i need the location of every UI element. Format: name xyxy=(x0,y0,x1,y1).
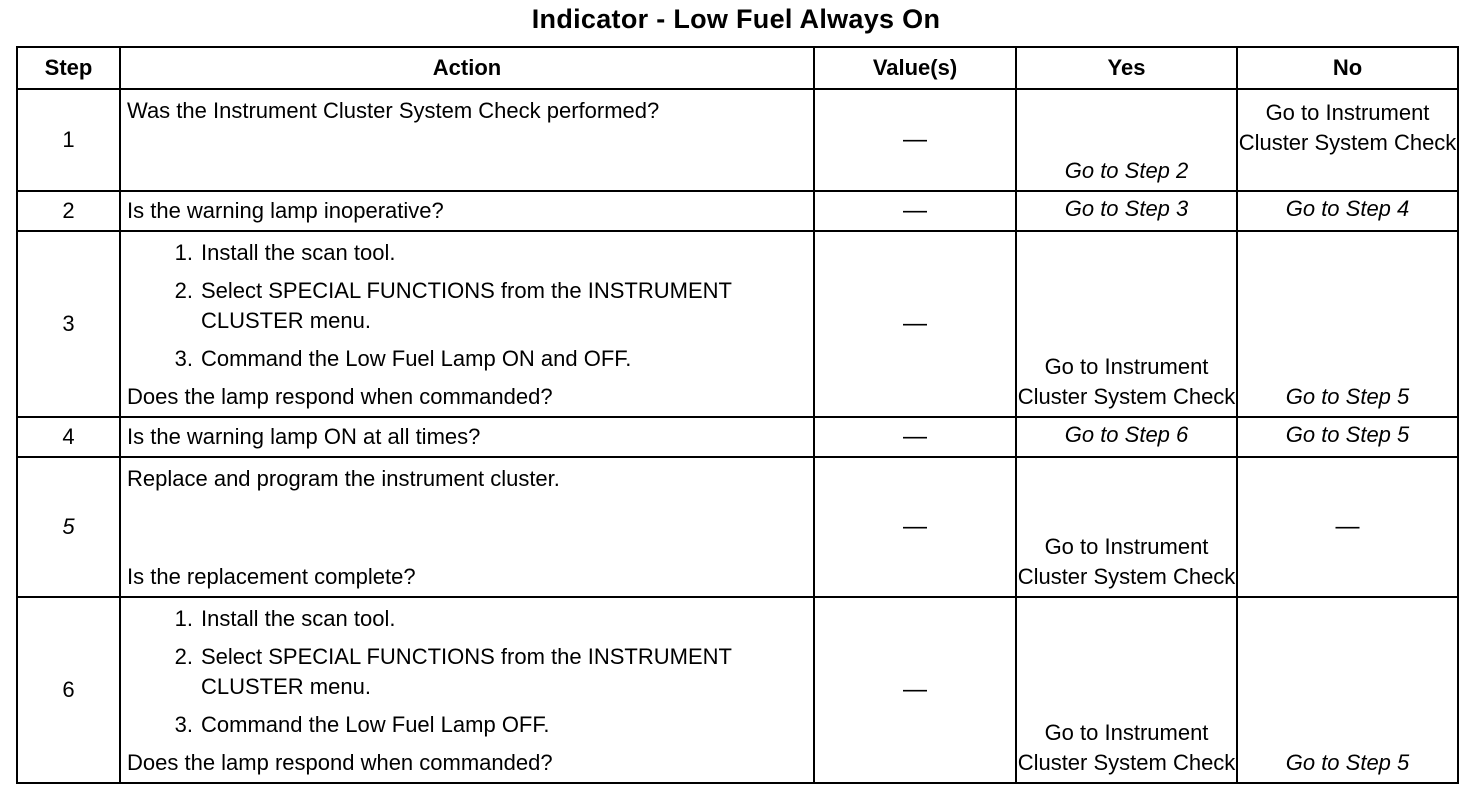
table-row xyxy=(17,457,1458,597)
value-cell: — xyxy=(814,597,1016,783)
value-cell: — xyxy=(814,191,1016,231)
action-instruction: Replace and program the instrument cluster. xyxy=(127,466,560,491)
value-cell: — xyxy=(814,457,1016,597)
substep-list xyxy=(127,604,809,740)
table-header-row xyxy=(17,47,1458,89)
yes-cell: Go to Step 3 xyxy=(1016,191,1237,231)
header-step: Step xyxy=(17,47,120,89)
header-values: Value(s) xyxy=(814,47,1016,89)
yes-cell: Go to Instrument Cluster System Check xyxy=(1016,231,1237,417)
table-row xyxy=(17,231,1458,417)
no-cell: — xyxy=(1237,457,1458,597)
action-question: Is the replacement complete? xyxy=(127,564,416,589)
table-row xyxy=(17,191,1458,231)
no-cell: Go to Step 5 xyxy=(1237,417,1458,457)
action-question: Is the warning lamp inoperative? xyxy=(127,198,444,223)
no-text: Go to Instrument Cluster System Check xyxy=(1238,100,1457,155)
list-item: 3. Command the Low Fuel Lamp OFF. xyxy=(174,712,550,737)
no-cell: Go to Step 4 xyxy=(1237,191,1458,231)
diagnostic-table xyxy=(16,46,1459,784)
step-number: 1 xyxy=(17,89,120,191)
action-cell xyxy=(120,89,814,191)
step-number: 6 xyxy=(17,597,120,783)
list-item: 2. Select SPECIAL FUNCTIONS from the INSTRUMENT CLUSTER menu. xyxy=(174,644,732,699)
action-cell xyxy=(120,597,814,783)
header-action: Action xyxy=(120,47,814,89)
list-item: 1. Install the scan tool. xyxy=(174,240,396,265)
header-yes: Yes xyxy=(1016,47,1237,89)
value-cell: — xyxy=(814,231,1016,417)
action-cell xyxy=(120,231,814,417)
value-cell: — xyxy=(814,417,1016,457)
action-question: Is the warning lamp ON at all times? xyxy=(127,424,481,449)
yes-cell: Go to Step 6 xyxy=(1016,417,1237,457)
yes-cell: Go to Step 2 xyxy=(1016,89,1237,191)
table-row xyxy=(17,89,1458,191)
action-question: Was the Instrument Cluster System Check performed? xyxy=(127,98,660,123)
spacer xyxy=(127,494,809,562)
value-cell: — xyxy=(814,89,1016,191)
list-item: 2. Select SPECIAL FUNCTIONS from the INSTRUMENT CLUSTER menu. xyxy=(174,278,732,333)
yes-cell: Go to Instrument Cluster System Check xyxy=(1016,597,1237,783)
substep-list xyxy=(127,238,809,374)
page-title: Indicator - Low Fuel Always On xyxy=(531,4,941,34)
step-number: 5 xyxy=(17,457,120,597)
table-row xyxy=(17,597,1458,783)
no-cell xyxy=(1237,89,1458,191)
action-question: Does the lamp respond when commanded? xyxy=(127,384,553,409)
action-cell xyxy=(120,417,814,457)
no-cell: Go to Step 5 xyxy=(1237,597,1458,783)
action-cell xyxy=(120,457,814,597)
action-cell xyxy=(120,191,814,231)
list-item: 3. Command the Low Fuel Lamp ON and OFF. xyxy=(174,346,632,371)
table-row xyxy=(17,417,1458,457)
yes-cell: Go to Instrument Cluster System Check xyxy=(1016,457,1237,597)
step-number: 4 xyxy=(17,417,120,457)
step-number: 3 xyxy=(17,231,120,417)
list-item: 1. Install the scan tool. xyxy=(174,606,396,631)
no-cell: Go to Step 5 xyxy=(1237,231,1458,417)
step-number: 2 xyxy=(17,191,120,231)
header-no: No xyxy=(1237,47,1458,89)
action-question: Does the lamp respond when commanded? xyxy=(127,750,553,775)
